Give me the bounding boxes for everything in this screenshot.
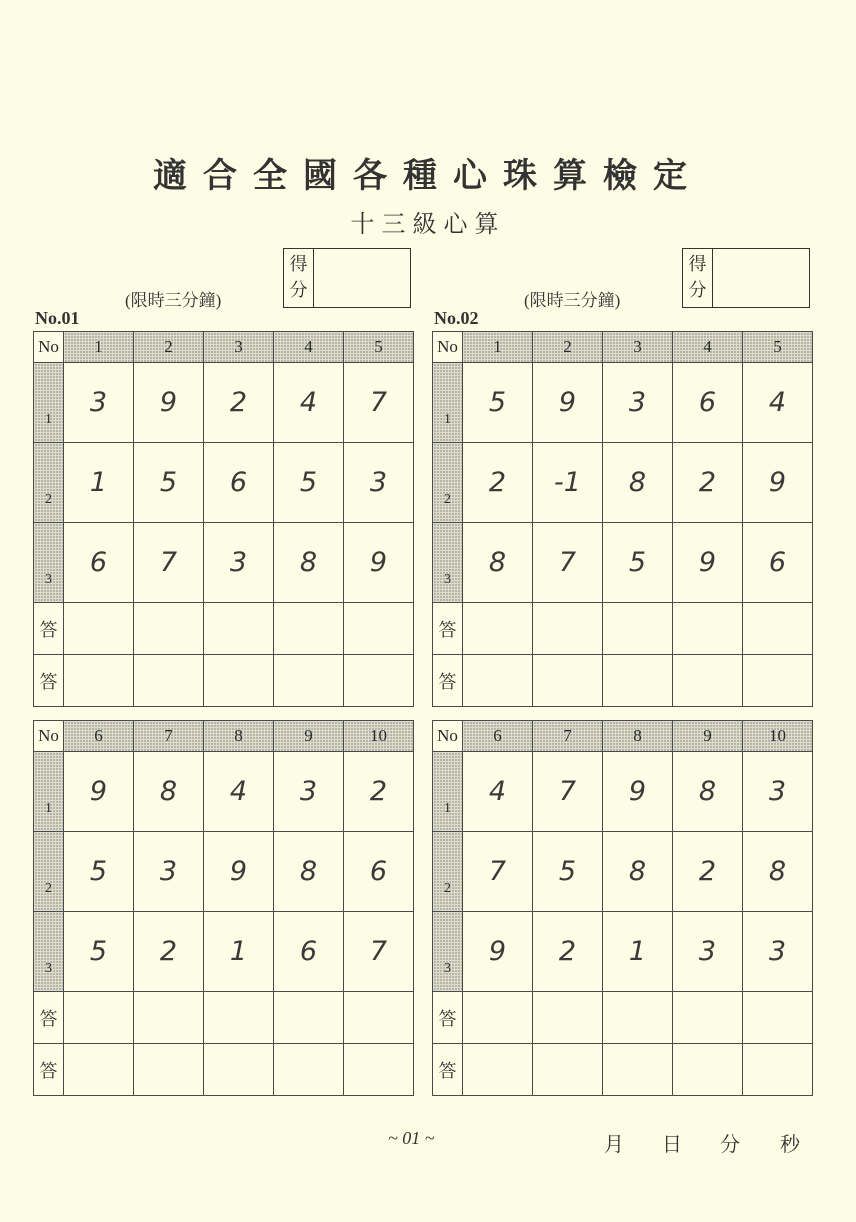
- digit-cell: 1: [204, 912, 274, 992]
- row-label: 1: [34, 363, 64, 443]
- sheet-number: No.02: [434, 308, 479, 328]
- digit-cell: 9: [463, 912, 533, 992]
- answer-row: [34, 1044, 414, 1096]
- digit-cell: 8: [603, 832, 673, 912]
- digit-cell: 3: [743, 752, 813, 832]
- answer-cell[interactable]: [204, 992, 274, 1044]
- problem-number-header: 5: [344, 332, 414, 363]
- digit-cell: 7: [463, 832, 533, 912]
- digit-cell: 4: [204, 752, 274, 832]
- digit-cell: 7: [344, 912, 414, 992]
- answer-cell[interactable]: [274, 992, 344, 1044]
- digit-cell: 7: [533, 523, 603, 603]
- answer-cell[interactable]: [463, 1044, 533, 1096]
- grade-subtitle: 十三級心算: [350, 210, 506, 238]
- problem-number-header: 1: [463, 332, 533, 363]
- score-box[interactable]: [283, 248, 411, 308]
- digit-cell: -1: [533, 443, 603, 523]
- answer-cell[interactable]: [743, 655, 813, 707]
- answer-cell[interactable]: [673, 603, 743, 655]
- no-header: No: [433, 332, 463, 363]
- digit-cell: 9: [673, 523, 743, 603]
- digit-cell: 9: [533, 363, 603, 443]
- digit-cell: 4: [274, 363, 344, 443]
- row-label: 3: [34, 912, 64, 992]
- answer-cell[interactable]: [344, 603, 414, 655]
- problem-grid: [33, 720, 414, 1096]
- answer-cell[interactable]: [463, 655, 533, 707]
- number-row: [34, 443, 414, 523]
- number-row: [34, 752, 414, 832]
- digit-cell: 7: [344, 363, 414, 443]
- score-label: 得分: [284, 249, 314, 307]
- answer-label: 答: [34, 655, 64, 707]
- digit-cell: 5: [463, 363, 533, 443]
- digit-cell: 2: [533, 912, 603, 992]
- month-label: 月: [604, 1132, 624, 1156]
- digit-cell: 6: [743, 523, 813, 603]
- time-limit-note: (限時三分鐘): [125, 291, 222, 310]
- row-label: 2: [34, 832, 64, 912]
- number-row: [34, 912, 414, 992]
- digit-cell: 9: [603, 752, 673, 832]
- answer-cell[interactable]: [603, 1044, 673, 1096]
- answer-cell[interactable]: [134, 1044, 204, 1096]
- digit-cell: 2: [673, 443, 743, 523]
- digit-cell: 2: [204, 363, 274, 443]
- no-header: No: [34, 332, 64, 363]
- answer-cell[interactable]: [533, 603, 603, 655]
- number-row: [433, 912, 813, 992]
- answer-label: 答: [433, 655, 463, 707]
- answer-row: [34, 992, 414, 1044]
- digit-cell: 2: [463, 443, 533, 523]
- number-row: [433, 752, 813, 832]
- score-label: 得分: [683, 249, 713, 307]
- digit-cell: 2: [673, 832, 743, 912]
- answer-cell[interactable]: [204, 603, 274, 655]
- answer-label: 答: [34, 992, 64, 1044]
- problem-number-header: 9: [274, 721, 344, 752]
- answer-row: [34, 655, 414, 707]
- problem-number-header: 8: [204, 721, 274, 752]
- problem-number-header: 7: [134, 721, 204, 752]
- digit-cell: 3: [64, 363, 134, 443]
- row-label: 2: [433, 832, 463, 912]
- problem-number-header: 8: [603, 721, 673, 752]
- digit-cell: 8: [743, 832, 813, 912]
- digit-cell: 6: [64, 523, 134, 603]
- second-label: 秒: [780, 1132, 800, 1156]
- digit-cell: 3: [603, 363, 673, 443]
- digit-cell: 1: [64, 443, 134, 523]
- number-row: [34, 832, 414, 912]
- digit-cell: 6: [344, 832, 414, 912]
- digit-cell: 9: [204, 832, 274, 912]
- problem-number-header: 4: [673, 332, 743, 363]
- digit-cell: 9: [743, 443, 813, 523]
- answer-cell[interactable]: [274, 655, 344, 707]
- problem-number-header: 9: [673, 721, 743, 752]
- digit-cell: 8: [673, 752, 743, 832]
- digit-cell: 6: [204, 443, 274, 523]
- number-row: [433, 443, 813, 523]
- digit-cell: 4: [463, 752, 533, 832]
- answer-cell[interactable]: [134, 655, 204, 707]
- digit-cell: 7: [134, 523, 204, 603]
- answer-cell[interactable]: [274, 1044, 344, 1096]
- digit-cell: 8: [274, 832, 344, 912]
- number-row: [34, 363, 414, 443]
- digit-cell: 9: [64, 752, 134, 832]
- row-label: 3: [433, 912, 463, 992]
- row-label: 1: [433, 363, 463, 443]
- answer-cell[interactable]: [743, 992, 813, 1044]
- digit-cell: 5: [64, 832, 134, 912]
- digit-cell: 2: [344, 752, 414, 832]
- row-label: 2: [34, 443, 64, 523]
- number-row: [433, 832, 813, 912]
- problem-number-header: 7: [533, 721, 603, 752]
- row-label: 1: [34, 752, 64, 832]
- answer-label: 答: [433, 992, 463, 1044]
- digit-cell: 6: [274, 912, 344, 992]
- answer-cell[interactable]: [134, 992, 204, 1044]
- digit-cell: 3: [673, 912, 743, 992]
- answer-cell[interactable]: [463, 992, 533, 1044]
- problem-number-header: 6: [463, 721, 533, 752]
- digit-cell: 5: [64, 912, 134, 992]
- answer-cell[interactable]: [344, 992, 414, 1044]
- problem-number-header: 2: [134, 332, 204, 363]
- row-label: 3: [433, 523, 463, 603]
- digit-cell: 6: [673, 363, 743, 443]
- number-row: [433, 363, 813, 443]
- problem-number-header: 2: [533, 332, 603, 363]
- answer-label: 答: [34, 1044, 64, 1096]
- problem-number-header: 5: [743, 332, 813, 363]
- number-row: [34, 523, 414, 603]
- answer-cell[interactable]: [64, 1044, 134, 1096]
- digit-cell: 9: [134, 363, 204, 443]
- digit-cell: 3: [134, 832, 204, 912]
- digit-cell: 5: [134, 443, 204, 523]
- no-header: No: [34, 721, 64, 752]
- page-title: 適合全國各種心珠算檢定: [153, 156, 703, 196]
- digit-cell: 3: [743, 912, 813, 992]
- answer-cell[interactable]: [533, 655, 603, 707]
- answer-row: [433, 603, 813, 655]
- answer-cell[interactable]: [64, 655, 134, 707]
- answer-cell[interactable]: [64, 992, 134, 1044]
- answer-cell[interactable]: [463, 603, 533, 655]
- problem-number-header: 1: [64, 332, 134, 363]
- answer-cell[interactable]: [533, 992, 603, 1044]
- answer-row: [433, 1044, 813, 1096]
- problem-number-header: 6: [64, 721, 134, 752]
- digit-cell: 8: [274, 523, 344, 603]
- page-number: ~ 01 ~: [388, 1128, 435, 1148]
- digit-cell: 1: [603, 912, 673, 992]
- digit-cell: 8: [134, 752, 204, 832]
- no-header: No: [433, 721, 463, 752]
- answer-cell[interactable]: [344, 1044, 414, 1096]
- answer-label: 答: [433, 603, 463, 655]
- day-label: 日: [662, 1132, 682, 1156]
- answer-cell[interactable]: [743, 1044, 813, 1096]
- time-limit-note: (限時三分鐘): [524, 291, 621, 310]
- problem-number-header: 10: [743, 721, 813, 752]
- problem-grid: [432, 720, 813, 1096]
- digit-cell: 3: [204, 523, 274, 603]
- digit-cell: 8: [463, 523, 533, 603]
- answer-cell[interactable]: [533, 1044, 603, 1096]
- answer-cell[interactable]: [603, 603, 673, 655]
- answer-cell[interactable]: [134, 603, 204, 655]
- row-label: 3: [34, 523, 64, 603]
- score-box[interactable]: [682, 248, 810, 308]
- answer-cell[interactable]: [673, 655, 743, 707]
- answer-cell[interactable]: [603, 992, 673, 1044]
- answer-cell[interactable]: [673, 992, 743, 1044]
- digit-cell: 2: [134, 912, 204, 992]
- number-row: [433, 523, 813, 603]
- digit-cell: 8: [603, 443, 673, 523]
- digit-cell: 5: [603, 523, 673, 603]
- answer-row: [34, 603, 414, 655]
- digit-cell: 5: [274, 443, 344, 523]
- answer-cell[interactable]: [204, 655, 274, 707]
- answer-cell[interactable]: [274, 603, 344, 655]
- digit-cell: 4: [743, 363, 813, 443]
- answer-cell[interactable]: [344, 655, 414, 707]
- answer-label: 答: [34, 603, 64, 655]
- sheet-number: No.01: [35, 308, 80, 328]
- problem-number-header: 3: [204, 332, 274, 363]
- answer-cell[interactable]: [743, 603, 813, 655]
- problem-number-header: 4: [274, 332, 344, 363]
- row-label: 1: [433, 752, 463, 832]
- answer-cell[interactable]: [673, 1044, 743, 1096]
- problem-grid: [33, 331, 414, 707]
- problem-number-header: 3: [603, 332, 673, 363]
- digit-cell: 9: [344, 523, 414, 603]
- problem-grid: [432, 331, 813, 707]
- answer-row: [433, 655, 813, 707]
- digit-cell: 3: [344, 443, 414, 523]
- row-label: 2: [433, 443, 463, 523]
- answer-row: [433, 992, 813, 1044]
- answer-label: 答: [433, 1044, 463, 1096]
- problem-number-header: 10: [344, 721, 414, 752]
- digit-cell: 5: [533, 832, 603, 912]
- answer-cell[interactable]: [64, 603, 134, 655]
- digit-cell: 7: [533, 752, 603, 832]
- minute-label: 分: [720, 1132, 740, 1156]
- answer-cell[interactable]: [603, 655, 673, 707]
- digit-cell: 3: [274, 752, 344, 832]
- answer-cell[interactable]: [204, 1044, 274, 1096]
